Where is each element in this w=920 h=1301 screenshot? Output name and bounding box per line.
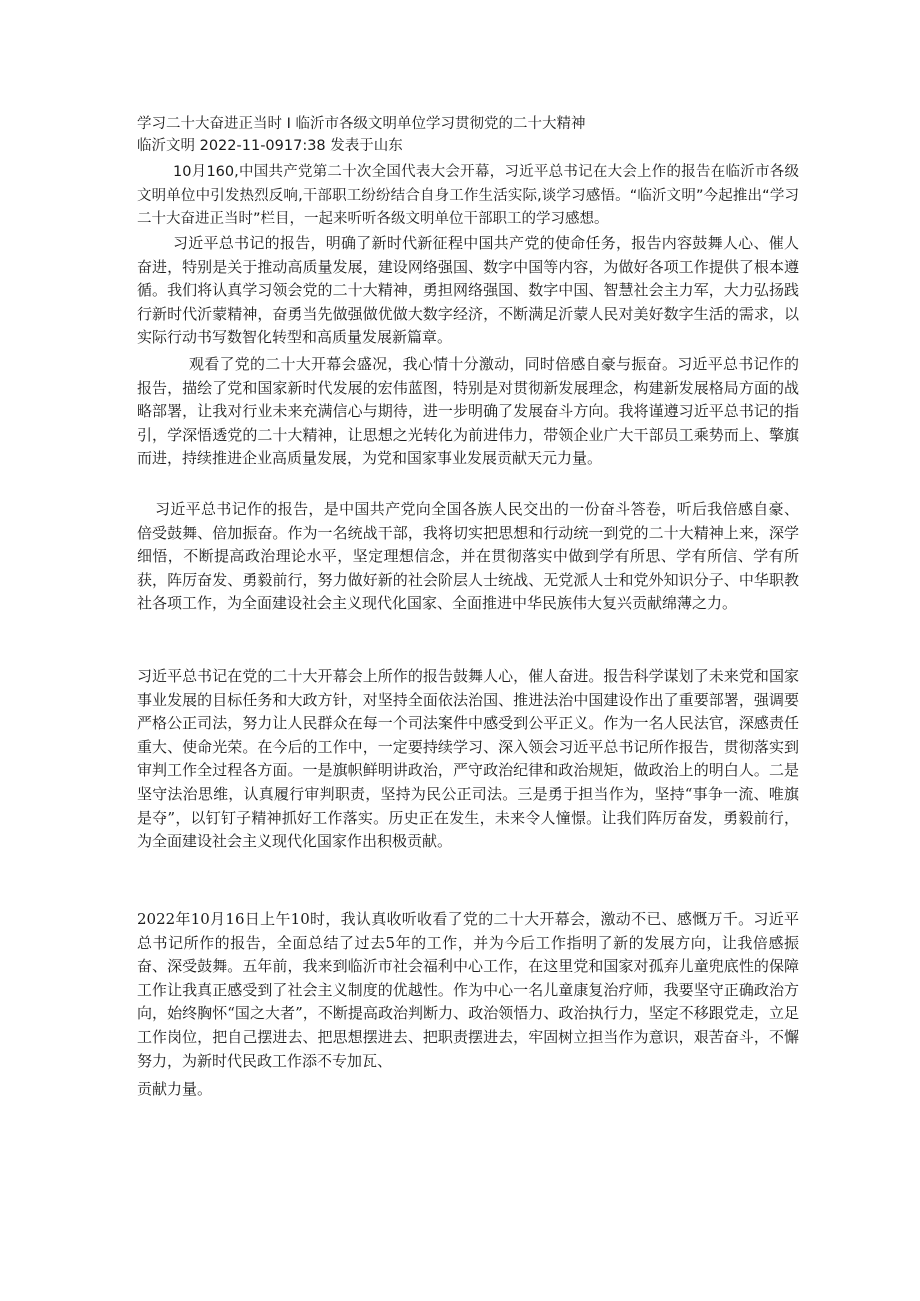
- paragraph-6: 2022年10月16日上午10时，我认真收听收看了党的二十大开幕会，激动不已、感慨万千。习近平总书记所作的报告，全面总结了过去5年的工作，并为今后工作指明了新的发展方向，让我倍感振奋、深受鼓舞。五年前，我来到临沂市社会福利中心工作，在这里党和国家对孤弃儿童兜底性的保障工作让我真正感受到了社会主义制度的优越性。作为中心一名儿童康复治疗师，我要坚守正确政治方向，始终胸怀“国之大者”，不断提高政治判断力、政治领悟力、政治执行力，坚定不移跟党走，立足工作岗位，把自己摆进去、把思想摆进去、把职责摆进去，牢固树立担当作为意识，艰苦奋斗，不懈努力，为新时代民政工作添不专加瓦、: [137, 910, 799, 1070]
- paragraph-4: 习近平总书记作的报告，是中国共产党向全国各族人民交出的一份奋斗答卷，听后我倍感自豪、倍受鼓舞、倍加振奋。作为一名统战干部，我将切实把思想和行动统一到党的二十大精神上来，深学细悟，不断提高政治理论水平，坚定理想信念，并在贯彻落实中做到学有所思、学有所信、学有所获，阵厉奋发、勇毅前行，努力做好新的社会阶层人士统战、无党派人士和党外知识分子、中华职教社各项工作，为全面建设社会主义现代化国家、全面推进中华民族伟大复兴贡献绵薄之力。: [137, 500, 799, 613]
- paragraph-5: 习近平总书记在党的二十大开幕会上所作的报告鼓舞人心，催人奋进。报告科学谋划了未来党和国家事业发展的目标任务和大政方针，对坚持全面依法治国、推进法治中国建设作出了重要部署，强调要严格公正司法，努力让人民群众在每一个司法案件中感受到公平正义。作为一名人民法官，深感责任重大、使命光荣。在今后的工作中，一定要持续学习、深入领会习近平总书记所作报告，贯彻落实到审判工作全过程各方面。一是旗帜鲜明讲政治，严守政治纪律和政治规矩，做政治上的明白人。二是坚守法治思维，认真履行审判职责，坚持为民公正司法。三是勇于担当作为，坚持“事争一流、唯旗是夺”，以钉钉子精神抓好工作落实。历史正在发生，未来令人憧憬。让我们阵厉奋发，勇毅前行，为全面建设社会主义现代化国家作出积极贡献。: [137, 667, 799, 851]
- paragraph-7: 贡献力量。: [137, 1080, 213, 1098]
- paragraph-2: 习近平总书记的报告，明确了新时代新征程中国共产党的使命任务，报告内容鼓舞人心、催人奋进，特别是关于推动高质量发展，建设网络强国、数字中国等内容，为做好各项工作提供了根本遵循。我们将认真学习领会党的二十大精神，勇担网络强国、数字中国、智慧社会主力军，大力弘扬践行新时代沂蒙精神，奋勇当先做强做优做大数字经济，不断满足沂蒙人民对美好数字生活的需求，以实际行动书写数智化转型和高质量发展新篇章。: [137, 234, 799, 347]
- paragraph-3: 观看了党的二十大开幕会盛况，我心情十分激动，同时倍感自豪与振奋。习近平总书记作的报告，描绘了党和国家新时代发展的宏伟蓝图，特别是对贯彻新发展理念，构建新发展格局方面的战略部署，让我对行业未来充满信心与期待，进一步明确了发展奋斗方向。我将谨遵习近平总书记的指引，学深悟透党的二十大精神，让思想之光转化为前进伟力，带领企业广大干部员工乘势而上、擎旗而进，持续推进企业高质量发展，为党和国家事业发展贡献天元力量。: [137, 355, 799, 468]
- paragraph-intro: 10月160,中国共产党第二十次全国代表大会开幕，习近平总书记在大会上作的报告在临沂市各级文明单位中引发热烈反响,干部职工纷纷结合自身工作生活实际,谈学习感悟。“临沂文明”今起推出“学习二十大奋进正当时”栏目，一起来听听各级文明单位干部职工的学习感想。: [137, 164, 799, 228]
- article-meta: 临沂文明 2022-11-0917:38 发表于山东: [137, 138, 403, 154]
- article-title: 学习二十大奋进正当时 I 临沂市各级文明单位学习贯彻党的二十大精神: [137, 116, 586, 132]
